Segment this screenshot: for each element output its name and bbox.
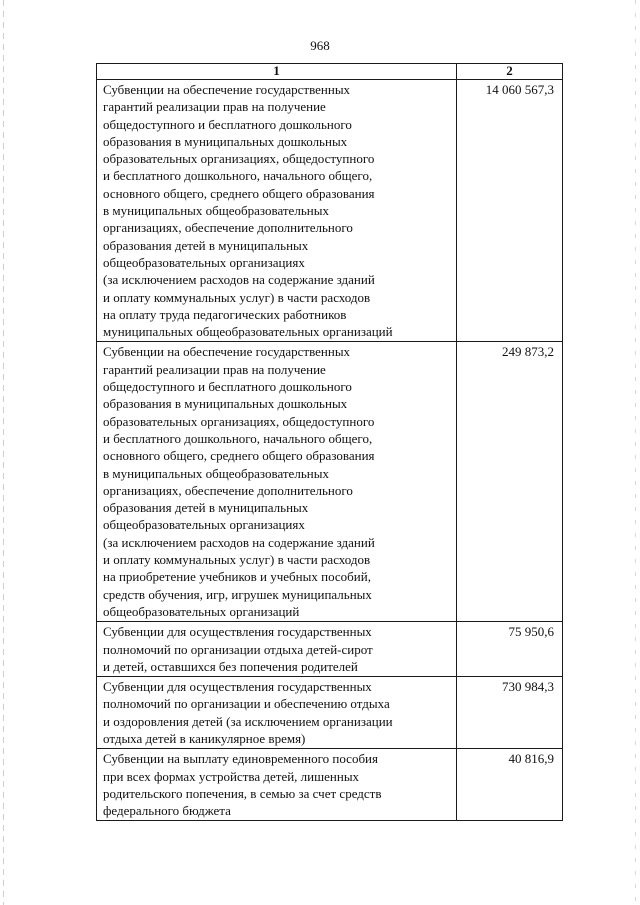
subvention-amount: 75 950,6	[457, 622, 563, 677]
subvention-description: Субвенции для осуществления государственных полномочий по организации отдыха детей-сирот и детей, оставшихся без попечения родителей	[97, 622, 457, 677]
subvention-description: Субвенции на выплату единовременного пособия при всех формах устройства детей, лишенных родительского попечения, в семью за счет средств федерального бюджета	[97, 749, 457, 821]
table-row	[97, 622, 563, 677]
table-row	[97, 342, 563, 622]
scan-edge-right	[635, 0, 636, 905]
subvention-amount: 40 816,9	[457, 749, 563, 821]
scan-edge-left	[3, 0, 4, 905]
column-header-2: 2	[457, 64, 563, 80]
table-row	[97, 80, 563, 342]
subvention-amount: 14 060 567,3	[457, 80, 563, 342]
subvention-description: Субвенции для осуществления государственных полномочий по организации и обеспечению отдыха и оздоровления детей (за исключением организации отдыха детей в каникулярное время)	[97, 677, 457, 749]
subvention-amount: 730 984,3	[457, 677, 563, 749]
subvention-description: Субвенции на обеспечение государственных гарантий реализации прав на получение общедоступного и бесплатного дошкольного образования в муниципальных дошкольных образовательных организациях, общедоступного и бесплатного дошкольного, начального общего, основного общего, среднего общего образования в муниципальных общеобразовательных организациях, обеспечение дополнительного образования детей в муниципальных общеобразовательных организациях (за исключением расходов на содержание зданий и оплату коммунальных услуг) в части расходов на приобретение учебников и учебных пособий, средств обучения, игр, игрушек муниципальных общеобразовательных организаций	[97, 342, 457, 622]
column-header-1: 1	[97, 64, 457, 80]
table-row	[97, 677, 563, 749]
subvention-amount: 249 873,2	[457, 342, 563, 622]
page-number: 968	[310, 38, 330, 53]
table-row	[97, 749, 563, 821]
table-header-row	[97, 64, 563, 80]
subvention-description: Субвенции на обеспечение государственных гарантий реализации прав на получение общедоступного и бесплатного дошкольного образования в муниципальных дошкольных образовательных организациях, общедоступного и бесплатного дошкольного, начального общего, основного общего, среднего общего образования в муниципальных общеобразовательных организациях, обеспечение дополнительного образования детей в муниципальных общеобразовательных организациях (за исключением расходов на содержание зданий и оплату коммунальных услуг) в части расходов на оплату труда педагогических работников муниципальных общеобразовательных организаций	[97, 80, 457, 342]
subventions-table	[96, 63, 563, 821]
